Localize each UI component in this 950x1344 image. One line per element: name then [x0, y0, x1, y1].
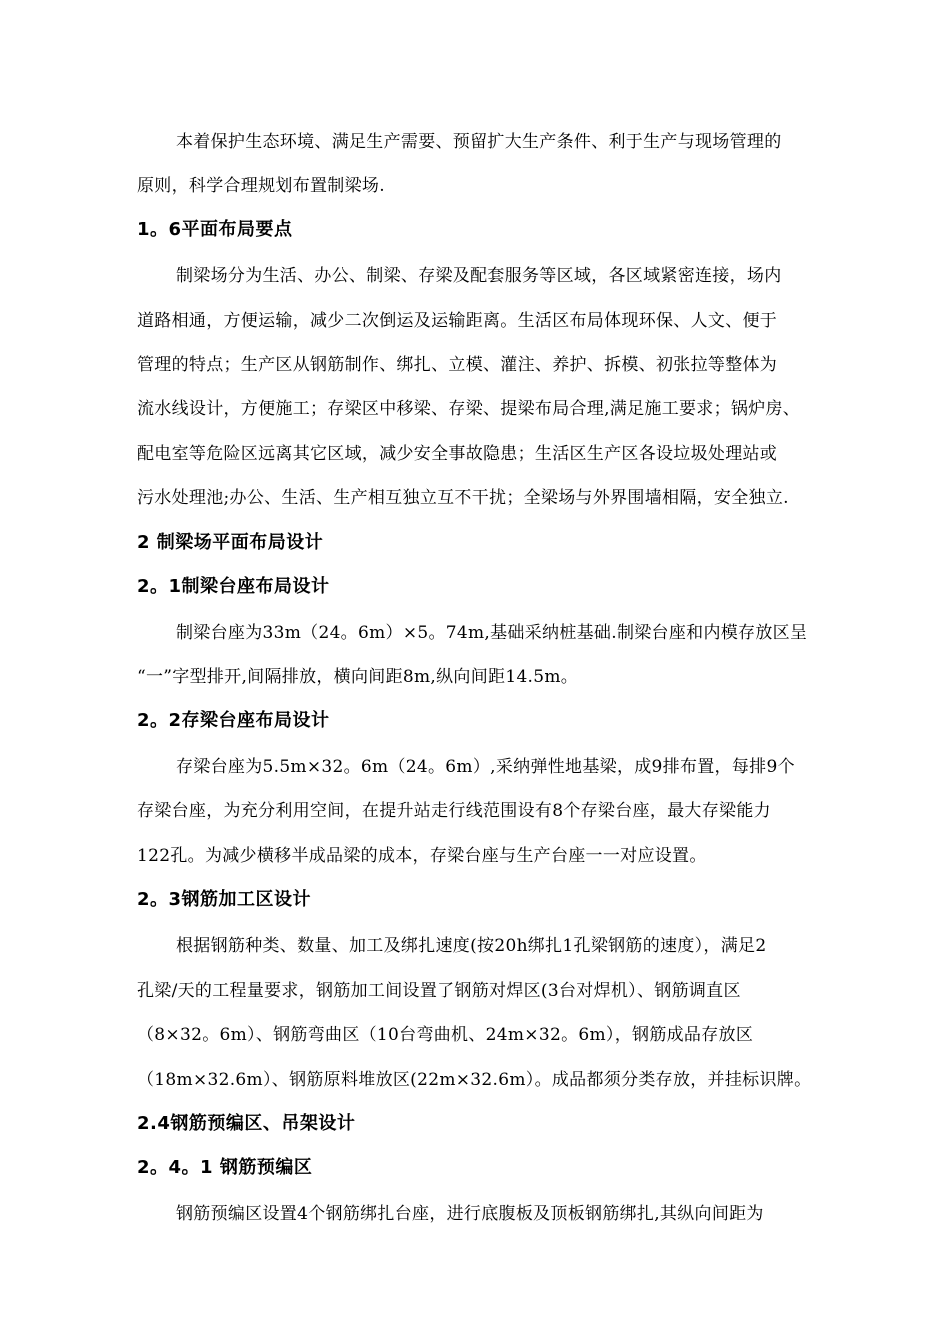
paragraph-line: 管理的特点；生产区从钢筋制作、绑扎、立模、灌注、养护、拆模、初张拉等整体为	[137, 355, 778, 375]
section-heading: 2。1制梁台座布局设计	[137, 576, 330, 597]
section-heading: 2。3钢筋加工区设计	[137, 889, 312, 910]
paragraph-line: 流水线设计，方便施工；存梁区中移梁、存梁、提梁布局合理,满足施工要求；锅炉房、	[137, 399, 801, 419]
section-heading: 2。4。1 钢筋预编区	[137, 1157, 313, 1178]
paragraph-line: 122孔。为减少横移半成品梁的成本，存梁台座与生产台座一一对应设置。	[137, 846, 707, 866]
paragraph-line: 钢筋预编区设置4个钢筋绑扎台座，进行底腹板及顶板钢筋绑扎,其纵向间距为	[176, 1204, 764, 1224]
paragraph-line: 道路相通，方便运输，减少二次倒运及运输距离。生活区布局体现环保、人文、便于	[137, 311, 778, 331]
paragraph-line: 配电室等危险区远离其它区域，减少安全事故隐患；生活区生产区各设垃圾处理站或	[137, 444, 778, 464]
paragraph-line: （8×32。6m）、钢筋弯曲区（10台弯曲机、24m×32。6m），钢筋成品存放区	[137, 1025, 754, 1045]
paragraph-line: 原则，科学合理规划布置制梁场.	[137, 176, 385, 196]
paragraph-line: 本着保护生态环境、满足生产需要、预留扩大生产条件、利于生产与现场管理的	[176, 132, 782, 152]
section-heading: 1。6平面布局要点	[137, 219, 293, 240]
paragraph-line: 制梁台座为33m（24。6m）×5。74m,基础采纳桩基础.制梁台座和内模存放区呈	[176, 623, 808, 643]
section-heading: 2.4钢筋预编区、吊架设计	[137, 1113, 356, 1134]
section-heading: 2。2存梁台座布局设计	[137, 710, 330, 731]
paragraph-line: 制梁场分为生活、办公、制梁、存梁及配套服务等区域，各区域紧密连接，场内	[176, 266, 782, 286]
paragraph-line: （18m×32.6m）、钢筋原料堆放区(22m×32.6m）。成品都须分类存放，并挂标识牌。	[137, 1070, 812, 1090]
section-heading: 2 制梁场平面布局设计	[137, 532, 324, 553]
paragraph-line: 存梁台座为5.5m×32。6m（24。6m）,采纳弹性地基梁，成9排布置，每排9个	[176, 757, 795, 777]
paragraph-line: 根据钢筋种类、数量、加工及绑扎速度(按20h绑扎1孔梁钢筋的速度），满足2	[176, 936, 767, 956]
paragraph-line: 污水处理池;办公、生活、生产相互独立互不干扰；全梁场与外界围墙相隔，安全独立.	[137, 488, 789, 508]
paragraph-line: 孔梁/天的工程量要求，钢筋加工间设置了钢筋对焊区(3台对焊机）、钢筋调直区	[137, 981, 741, 1001]
paragraph-line: 存梁台座，为充分利用空间，在提升站走行线范围设有8个存梁台座，最大存梁能力	[137, 801, 771, 821]
paragraph-line: “一”字型排开,间隔排放，横向间距8m,纵向间距14.5m。	[137, 667, 579, 687]
